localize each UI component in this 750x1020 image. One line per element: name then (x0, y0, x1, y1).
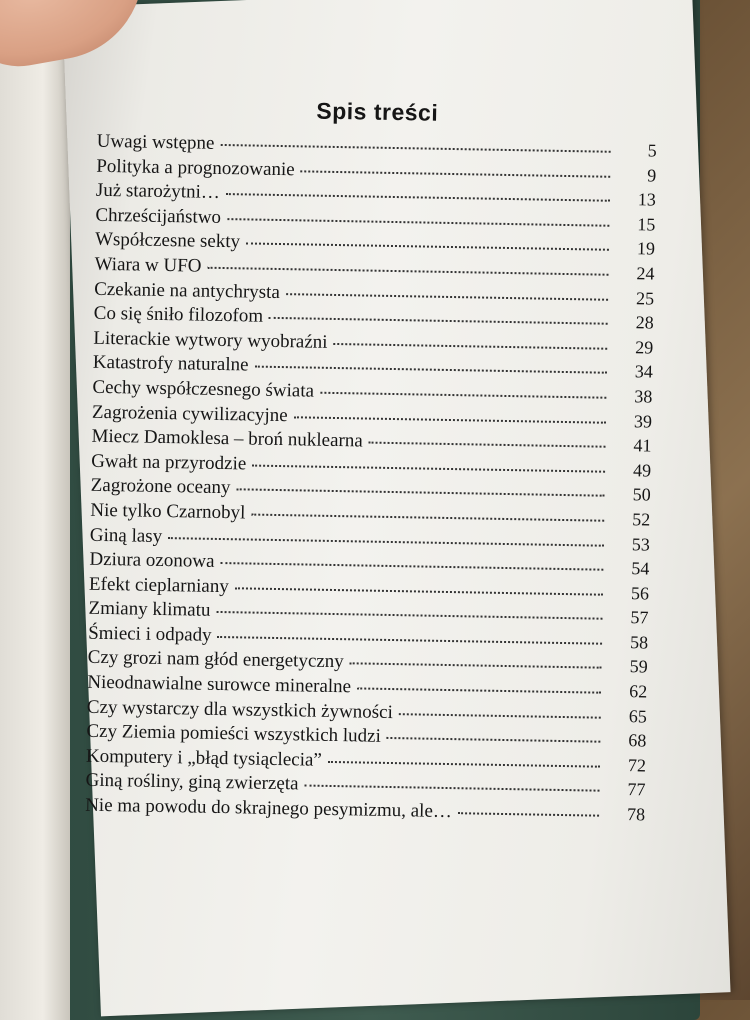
leader-dots (254, 365, 606, 374)
toc-entry-page: 28 (635, 312, 654, 333)
toc-entry-label: Czekanie na antychrysta (93, 278, 281, 303)
toc-entry-label: Chrześcijaństwo (95, 204, 222, 228)
toc-entry-page: 24 (636, 263, 655, 284)
toc-entry-page: 53 (631, 533, 650, 555)
toc-entry-page: 62 (629, 681, 648, 702)
toc-entry-page: 65 (628, 705, 647, 727)
toc-entry-label: Uwagi wstępne (96, 130, 215, 154)
toc-entry-label: Śmieci i odpady (87, 622, 212, 646)
leader-dots (168, 536, 604, 547)
toc-entry-page: 49 (632, 459, 652, 481)
toc-entry-page: 72 (627, 755, 647, 776)
toc-entry-label: Zagrożone oceany (90, 475, 231, 499)
toc-entry-label: Giną rośliny, giną zwierzęta (85, 770, 299, 795)
toc-entry-label: Nieodnawialne surowce mineralne (87, 671, 352, 698)
leader-dots (350, 662, 602, 669)
toc-entry-page: 29 (635, 336, 654, 358)
toc-entry-page: 78 (626, 804, 646, 825)
toc-entry-label: Wiara w UFO (94, 253, 202, 277)
toc-entry-label: Katastrofy naturalne (92, 352, 249, 376)
toc-entry-page: 68 (628, 730, 647, 751)
toc-entry-label: Gwałt na przyrodzie (90, 450, 247, 475)
leader-dots (387, 736, 601, 743)
book-page (62, 0, 730, 1016)
leader-dots (301, 169, 611, 177)
leader-dots (220, 561, 603, 571)
toc-entry-label: Dziura ozonowa (89, 548, 215, 573)
toc-entry-label: Komputery i „błąd tysiąclecia” (85, 745, 323, 771)
toc-entry-label: Giną lasy (89, 524, 163, 547)
toc-entry-page: 15 (637, 214, 656, 235)
leader-dots (236, 488, 604, 497)
toc-entry-page: 39 (633, 410, 653, 432)
leader-dots (220, 143, 610, 153)
toc-entry-page: 57 (630, 607, 649, 628)
leader-dots (333, 342, 607, 350)
toc-entry-page: 19 (636, 238, 656, 259)
toc-entry-page: 58 (629, 632, 649, 653)
leader-dots (226, 192, 610, 202)
leader-dots (286, 292, 608, 301)
leader-dots (458, 811, 599, 816)
toc-entry-label: Miecz Damoklesa – broń nuklearna (91, 425, 363, 452)
facing-page (0, 0, 70, 1020)
toc-entry-label: Zagrożenia cywilizacyjne (91, 401, 288, 426)
toc-entry-label: Polityka a prognozowanie (96, 155, 295, 180)
leader-dots (216, 610, 602, 620)
toc-entry-label: Literackie wytwory wyobraźni (93, 327, 328, 353)
toc-entry-page: 50 (632, 484, 651, 505)
toc-entry-page: 59 (629, 656, 648, 677)
leader-dots (320, 391, 606, 399)
toc-entry-page: 56 (630, 582, 650, 604)
toc-entry-label: Nie ma powodu do skrajnego pesymizmu, ale… (84, 794, 453, 823)
toc-list (85, 131, 657, 829)
leader-dots (207, 266, 608, 276)
toc-entry-page: 13 (637, 189, 656, 210)
leader-dots (227, 217, 609, 227)
toc-entry-page: 54 (631, 558, 650, 579)
leader-dots (304, 784, 599, 792)
toc-entry-label: Zmiany klimatu (88, 598, 211, 622)
toc-entry-label: Efekt cieplarniany (88, 573, 229, 597)
toc-entry-page: 52 (632, 509, 651, 530)
leader-dots (218, 635, 603, 645)
leader-dots (269, 316, 608, 325)
toc-entry-page: 41 (633, 435, 652, 456)
toc-entry-page: 77 (627, 779, 646, 800)
toc-entry-label: Współczesne sekty (94, 229, 241, 253)
leader-dots (251, 512, 604, 521)
leader-dots (328, 760, 600, 768)
toc-entry-label: Czy grozi nam głód energetyczny (87, 647, 344, 673)
toc-entry-page: 38 (634, 386, 653, 407)
leader-dots (357, 686, 601, 693)
toc-entry-label: Czy wystarczy dla wszystkich żywności (86, 696, 394, 723)
toc-entry-label: Co się śniło filozofom (93, 302, 264, 327)
leader-dots (294, 415, 606, 423)
toc-entry-page: 5 (647, 140, 657, 161)
leader-dots (235, 586, 603, 595)
toc-entry-page: 9 (647, 164, 657, 186)
toc-entry-label: Już starożytni… (95, 179, 221, 204)
toc-entry-label: Cechy współczesnego świata (92, 376, 315, 402)
leader-dots (252, 463, 605, 472)
toc-title: Spis treści (316, 97, 439, 126)
table-of-contents (85, 94, 658, 829)
toc-entry-label: Nie tylko Czarnobyl (90, 499, 246, 524)
toc-entry-label: Czy Ziemia pomieści wszystkich ludzi (86, 720, 382, 748)
leader-dots (246, 242, 609, 251)
toc-entry-page: 25 (635, 287, 655, 309)
leader-dots (369, 441, 606, 448)
toc-entry-page: 34 (634, 361, 653, 382)
leader-dots (399, 712, 601, 719)
